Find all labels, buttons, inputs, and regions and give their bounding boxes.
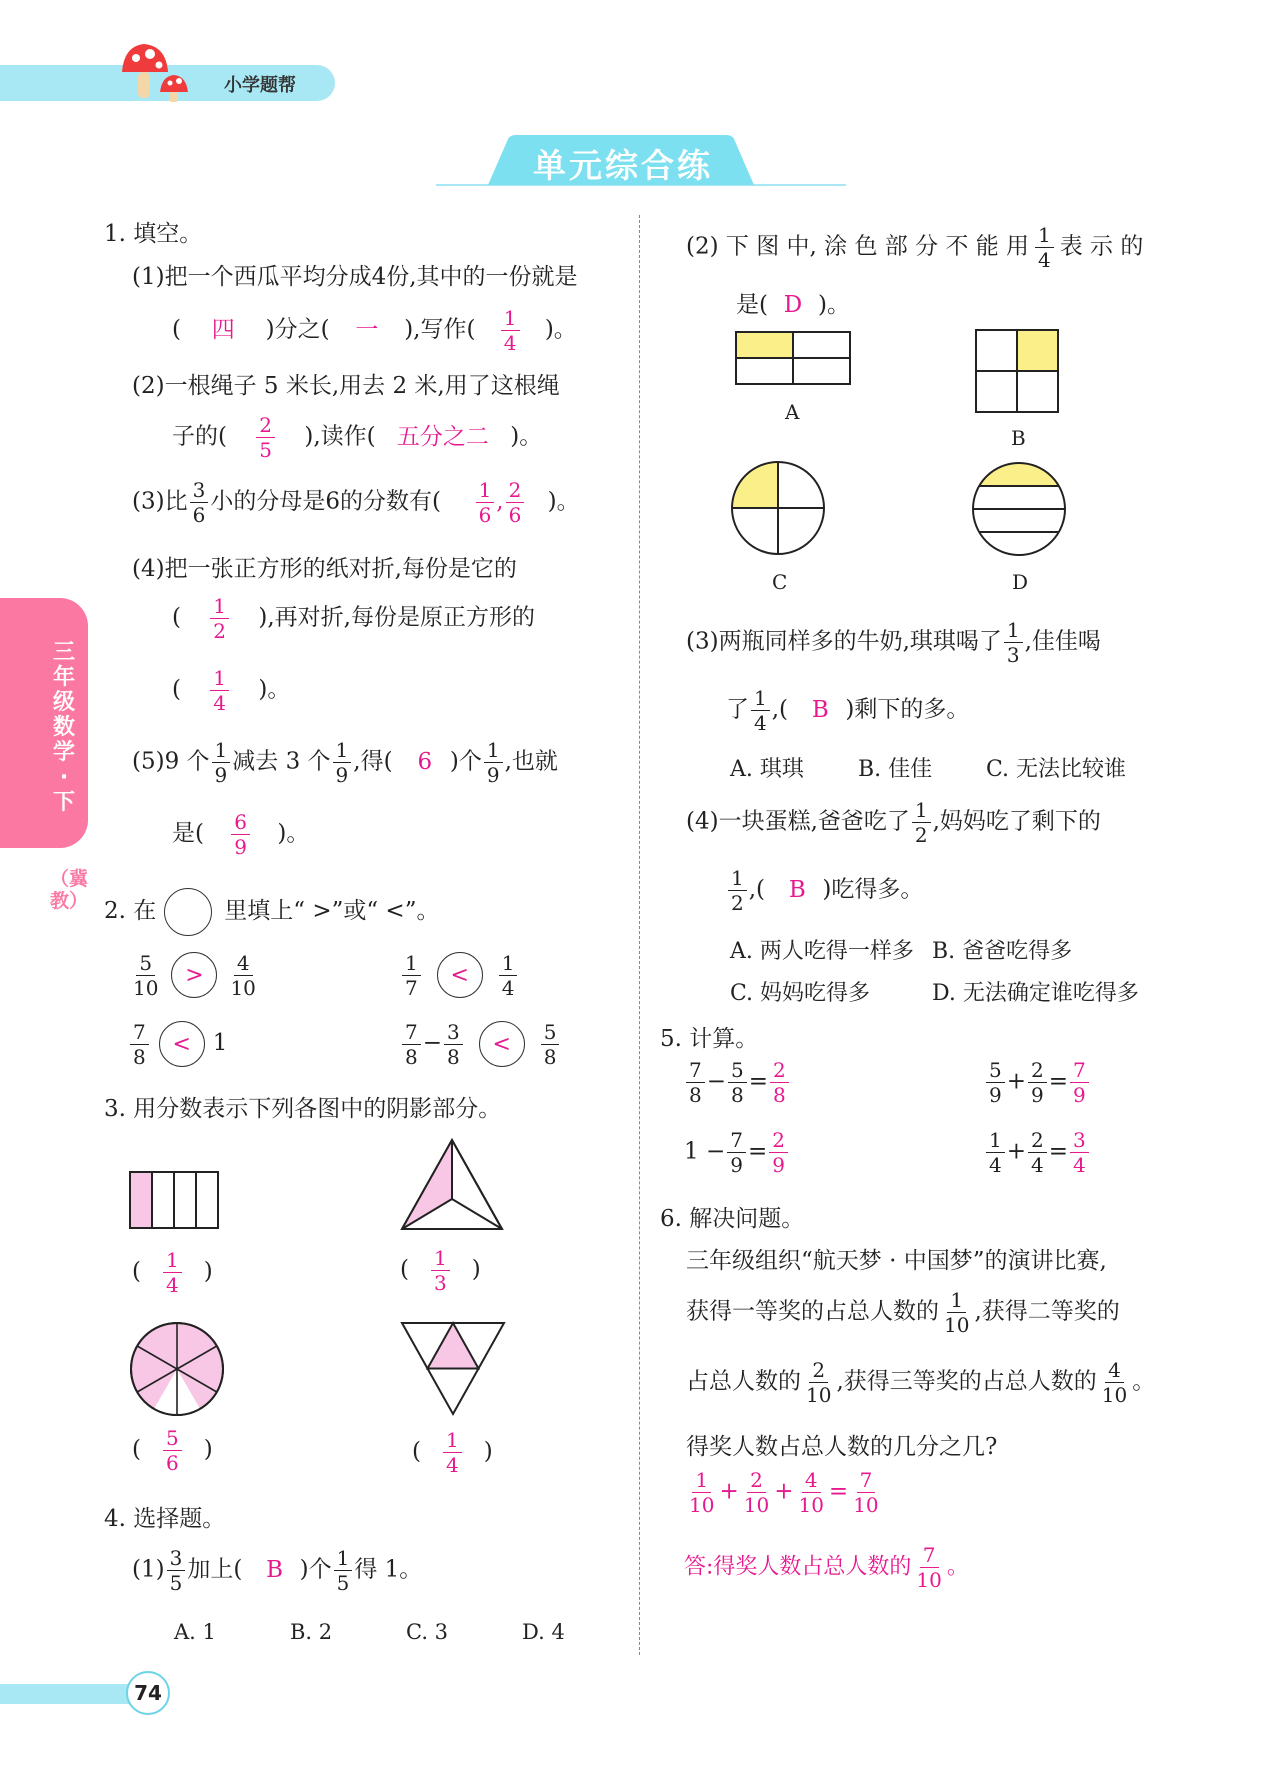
q1-p5-line2: 是( $\frac{6}{9}$ )。	[172, 810, 310, 859]
q1-p1-line2: ( 四 )分之( 一 ),写作( $\frac{1}{4}$ )。	[172, 306, 577, 355]
q1-p2-answer-2: 五分之二	[396, 423, 489, 450]
q2-item-4: $\frac{7}{8}$ − $\frac{3}{8}$ < $\frac{5}{8}$	[400, 1021, 561, 1067]
figure-c-label: C	[772, 570, 788, 594]
q2-item-2: $\frac{1}{7}$ < $\frac{1}{4}$	[400, 952, 519, 998]
q5-title: 5. 计算。	[660, 1026, 759, 1052]
q4-p1-option-c: C. 3	[406, 1620, 449, 1644]
figure-rectangle-quarters	[128, 1170, 222, 1230]
q4-p3-option-a: A. 琪琪	[730, 757, 804, 782]
q4-title: 4. 选择题。	[104, 1506, 226, 1532]
q1-p1-answer-3: $\frac{1}{4}$	[501, 308, 520, 353]
q2-item-3: $\frac{7}{8}$ < 1	[128, 1021, 227, 1067]
q4-p3-answer: B	[811, 696, 829, 723]
figure-b-square	[974, 328, 1060, 414]
q5-expr-4: $\frac{1}{4}$ + $\frac{2}{4}$ = $\frac{3}{4}$	[984, 1130, 1091, 1175]
q4-p4-answer: B	[788, 876, 806, 903]
q5-expr-2: $\frac{5}{9}$ + $\frac{2}{9}$ = $\frac{7}{9}$	[984, 1060, 1091, 1105]
q2-item-1: $\frac{5}{10}$ > $\frac{4}{10}$	[133, 950, 256, 1000]
figure-d-circle	[970, 460, 1068, 558]
empty-circle-icon	[164, 888, 212, 936]
q1-p5-answer-2: $\frac{6}{9}$	[231, 812, 250, 857]
figure-triangle-thirds	[398, 1137, 506, 1235]
side-edition-label: （冀教）	[50, 868, 89, 912]
q6-title: 6. 解决问题。	[660, 1206, 805, 1232]
figure-b-label: B	[1011, 426, 1026, 450]
q3-title: 3. 用分数表示下列各图中的阴影部分。	[104, 1096, 502, 1122]
figure-c-circle	[730, 460, 826, 556]
q1-p1-answer-1: 四	[211, 316, 235, 343]
figure-circle-sixths	[128, 1320, 226, 1418]
q1-p4-line3: ( $\frac{1}{4}$ )。	[172, 666, 291, 715]
q1-p1-text: (1)把一个西瓜平均分成4份,其中的一份就是	[132, 264, 578, 290]
figure-a-rectangle	[734, 330, 852, 388]
q1-p3: (3)比 $\frac{3}{6}$ 小的分母是6的分数有( $\frac{1}{6}$ , $\frac{2}{6}$ )。	[132, 478, 580, 527]
q3-answer-2: ( $\frac{1}{3}$ )	[400, 1246, 481, 1295]
q6-line-1: 三年级组织“航天梦 · 中国梦”的演讲比赛,	[686, 1248, 1107, 1274]
figure-inverted-triangle-quarters	[398, 1320, 508, 1418]
q4-p4-line2: $\frac{1}{2}$ ,( B )吃得多。	[726, 868, 923, 913]
q5-expr-1: $\frac{7}{8}$ − $\frac{5}{8}$ = $\frac{2}{8}$	[684, 1060, 791, 1105]
q1-p4-text: (4)把一张正方形的纸对折,每份是它的	[132, 556, 517, 582]
q4-p3-line2: 了 $\frac{1}{4}$ ,( B )剩下的多。	[726, 686, 970, 735]
q4-p1: (1) $\frac{3}{5}$ 加上( B )个 $\frac{1}{5}$ 得 1。	[132, 1546, 423, 1595]
q4-p1-answer: B	[266, 1556, 284, 1583]
q4-p4-option-a: A. 两人吃得一样多	[730, 939, 914, 964]
q4-p1-option-b: B. 2	[290, 1620, 333, 1644]
q6-line-4: 得奖人数占总人数的几分之几?	[686, 1434, 998, 1460]
q1-title: 1. 填空。	[104, 221, 203, 247]
q3-answer-1: ( $\frac{1}{4}$ )	[132, 1248, 213, 1297]
q4-p3-text: (3)两瓶同样多的牛奶,琪琪喝了 $\frac{1}{3}$ ,佳佳喝	[686, 618, 1101, 667]
q6-calculation: $\frac{1}{10}$ + $\frac{2}{10}$ + $\frac{4}{10}$ = $\frac{7}{10}$	[689, 1468, 879, 1517]
q4-p3-option-c: C. 无法比较谁	[986, 757, 1127, 782]
q4-p4-text: (4)一块蛋糕,爸爸吃了 $\frac{1}{2}$ ,妈妈吃了剩下的	[686, 798, 1101, 847]
q1-p5-answer-1: 6	[417, 748, 433, 775]
q4-p1-option-d: D. 4	[522, 1620, 565, 1644]
q1-p2-line2: 子的( $\frac{2}{5}$ ),读作( 五分之二 )。	[172, 413, 543, 462]
q1-p4-answer-2: $\frac{1}{4}$	[210, 668, 229, 713]
side-grade-label: 三年级数学·下	[52, 640, 75, 815]
q4-p2-line2: 是( D )。	[736, 292, 850, 318]
brand-name: 小学题帮	[224, 75, 296, 96]
footer-band	[0, 1684, 140, 1704]
q4-p2-text: (2) 下 图 中, 涂 色 部 分 不 能 用 $\frac{1}{4}$ 表 示 的	[686, 223, 1144, 272]
q4-p1-option-a: A. 1	[174, 1620, 216, 1644]
q1-p2-answer-1: $\frac{2}{5}$	[256, 415, 275, 460]
page-number: 74	[126, 1671, 170, 1715]
q2-title: 2. 在 里填上“ >”或“ <”。	[104, 888, 439, 936]
page-title: 单元综合练	[533, 146, 713, 185]
q4-p3-option-b: B. 佳佳	[858, 757, 933, 782]
q1-p3-answer-1: $\frac{1}{6}$	[476, 480, 495, 525]
q6-line-3: 占总人数的 $\frac{2}{10}$ ,获得三等奖的占总人数的 $\frac{4}{10}$ 。	[686, 1358, 1156, 1407]
q1-p1-answer-2: 一	[355, 316, 379, 343]
q6-answer: 答:得奖人数占总人数的 $\frac{7}{10}$ 。	[684, 1543, 969, 1592]
column-divider	[639, 215, 640, 1655]
q4-p2-answer: D	[783, 292, 803, 318]
q1-p3-answer-2: $\frac{2}{6}$	[506, 480, 525, 525]
mushroom-logo-icon	[114, 40, 194, 102]
q6-line-2: 获得一等奖的占总人数的 $\frac{1}{10}$ ,获得二等奖的	[686, 1288, 1120, 1337]
q4-p4-option-b: B. 爸爸吃得多	[932, 939, 1073, 964]
q4-p4-option-c: C. 妈妈吃得多	[730, 981, 871, 1006]
q5-expr-3: 1 − $\frac{7}{9}$ = $\frac{2}{9}$	[684, 1130, 790, 1175]
figure-a-label: A	[785, 400, 800, 424]
q3-answer-3: ( $\frac{5}{6}$ )	[132, 1426, 213, 1475]
q4-p4-option-d: D. 无法确定谁吃得多	[932, 981, 1139, 1006]
q1-p4-line2: ( $\frac{1}{2}$ ),再对折,每份是原正方形的	[172, 594, 535, 643]
q1-p4-answer-1: $\frac{1}{2}$	[210, 596, 229, 641]
q1-p5: (5)9 个 $\frac{1}{9}$ 减去 3 个 $\frac{1}{9}$ ,得( 6 )个 $\frac{1}{9}$ ,也就	[132, 738, 558, 787]
figure-d-label: D	[1012, 570, 1029, 594]
q1-p2-text: (2)一根绳子 5 米长,用去 2 米,用了这根绳	[132, 373, 560, 399]
q3-answer-4: ( $\frac{1}{4}$ )	[412, 1428, 493, 1477]
